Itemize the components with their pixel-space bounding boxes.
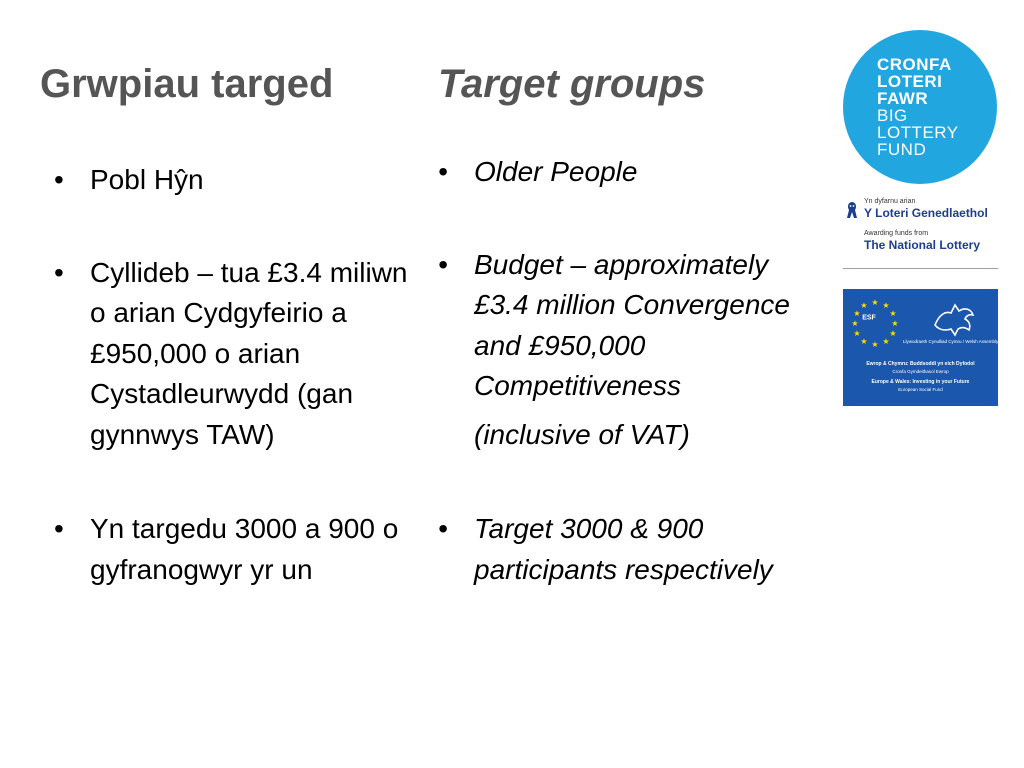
esf-government: Llywodraeth Cynulliad Cymru / Welsh Assembly Government (903, 339, 1024, 344)
big-lottery-fund-wordmark (877, 56, 959, 158)
svg-text:★: ★ (871, 298, 879, 307)
english-title: Target groups (438, 62, 706, 106)
esf-welsh-fund: Cronfa Gymdeithasol Ewrop (892, 369, 949, 374)
welsh-dragon-icon (931, 297, 977, 337)
blf-line: LOTERI (877, 72, 943, 91)
esf-mark: ESF (862, 314, 876, 322)
english-bullet-budget-text: Budget – approximately £3.4 million Convergence and £950,000 Competitiveness (474, 248, 790, 401)
esf-english-fund: European Social Fund (898, 387, 943, 392)
svg-text:★: ★ (889, 329, 897, 338)
english-bullet-budget (436, 245, 816, 456)
eu-stars-icon (847, 295, 903, 351)
english-bullet-target (436, 509, 816, 590)
svg-text:★: ★ (882, 337, 890, 346)
welsh-bullet-list (52, 160, 412, 590)
svg-text:★: ★ (853, 329, 861, 338)
blf-line: BIG (877, 106, 908, 125)
logo-divider (843, 268, 998, 269)
blf-line: FUND (877, 140, 927, 159)
national-lottery-welsh-caption: Yn dyfarnu arian (864, 198, 916, 205)
esf-english-slogan: Europe & Wales: Investing in your Future (871, 379, 970, 385)
crossed-fingers-icon (844, 200, 860, 220)
svg-text:★: ★ (889, 309, 897, 318)
english-vat-note: (inclusive of VAT) (474, 418, 690, 450)
english-bullet-target-text: Target 3000 & 900 participants respectively (474, 513, 773, 585)
svg-text:★: ★ (853, 309, 861, 318)
english-bullet-older-people-text: Older People (474, 156, 638, 187)
svg-text:★: ★ (871, 340, 879, 349)
svg-text:★: ★ (860, 301, 868, 310)
blf-line: LOTTERY (877, 123, 959, 142)
english-bullet-list (436, 152, 816, 590)
welsh-title: Grwpiau targed (40, 62, 334, 106)
national-lottery-english-name: The National Lottery (864, 238, 981, 252)
svg-text:★: ★ (882, 301, 890, 310)
esf-welsh-slogan: Ewrop & Chymru: Buddsoddi yn eich Dyfodol (866, 361, 975, 367)
national-lottery-welsh-name: Y Loteri Genedlaethol (864, 206, 988, 220)
svg-text:★: ★ (860, 337, 868, 346)
blf-line: CRONFA (877, 55, 952, 74)
national-lottery-english-caption: Awarding funds from (864, 230, 929, 237)
welsh-bullet-older-people: • Pobl Hŷn (52, 160, 412, 201)
blf-line: FAWR (877, 89, 929, 108)
svg-text:★: ★ (851, 319, 859, 328)
welsh-bullet-budget: • Cyllideb – tua £3.4 miliwn o arian Cydgyfeirio a £950,000 o arian Cystadleurwydd (gan gynnwys TAW) (52, 253, 412, 456)
welsh-bullet-target: • Yn targedu 3000 a 900 o gyfranogwyr yr un (52, 509, 412, 590)
english-bullet-older-people (436, 152, 816, 193)
svg-text:★: ★ (891, 319, 899, 328)
esf-logo (843, 289, 1024, 406)
